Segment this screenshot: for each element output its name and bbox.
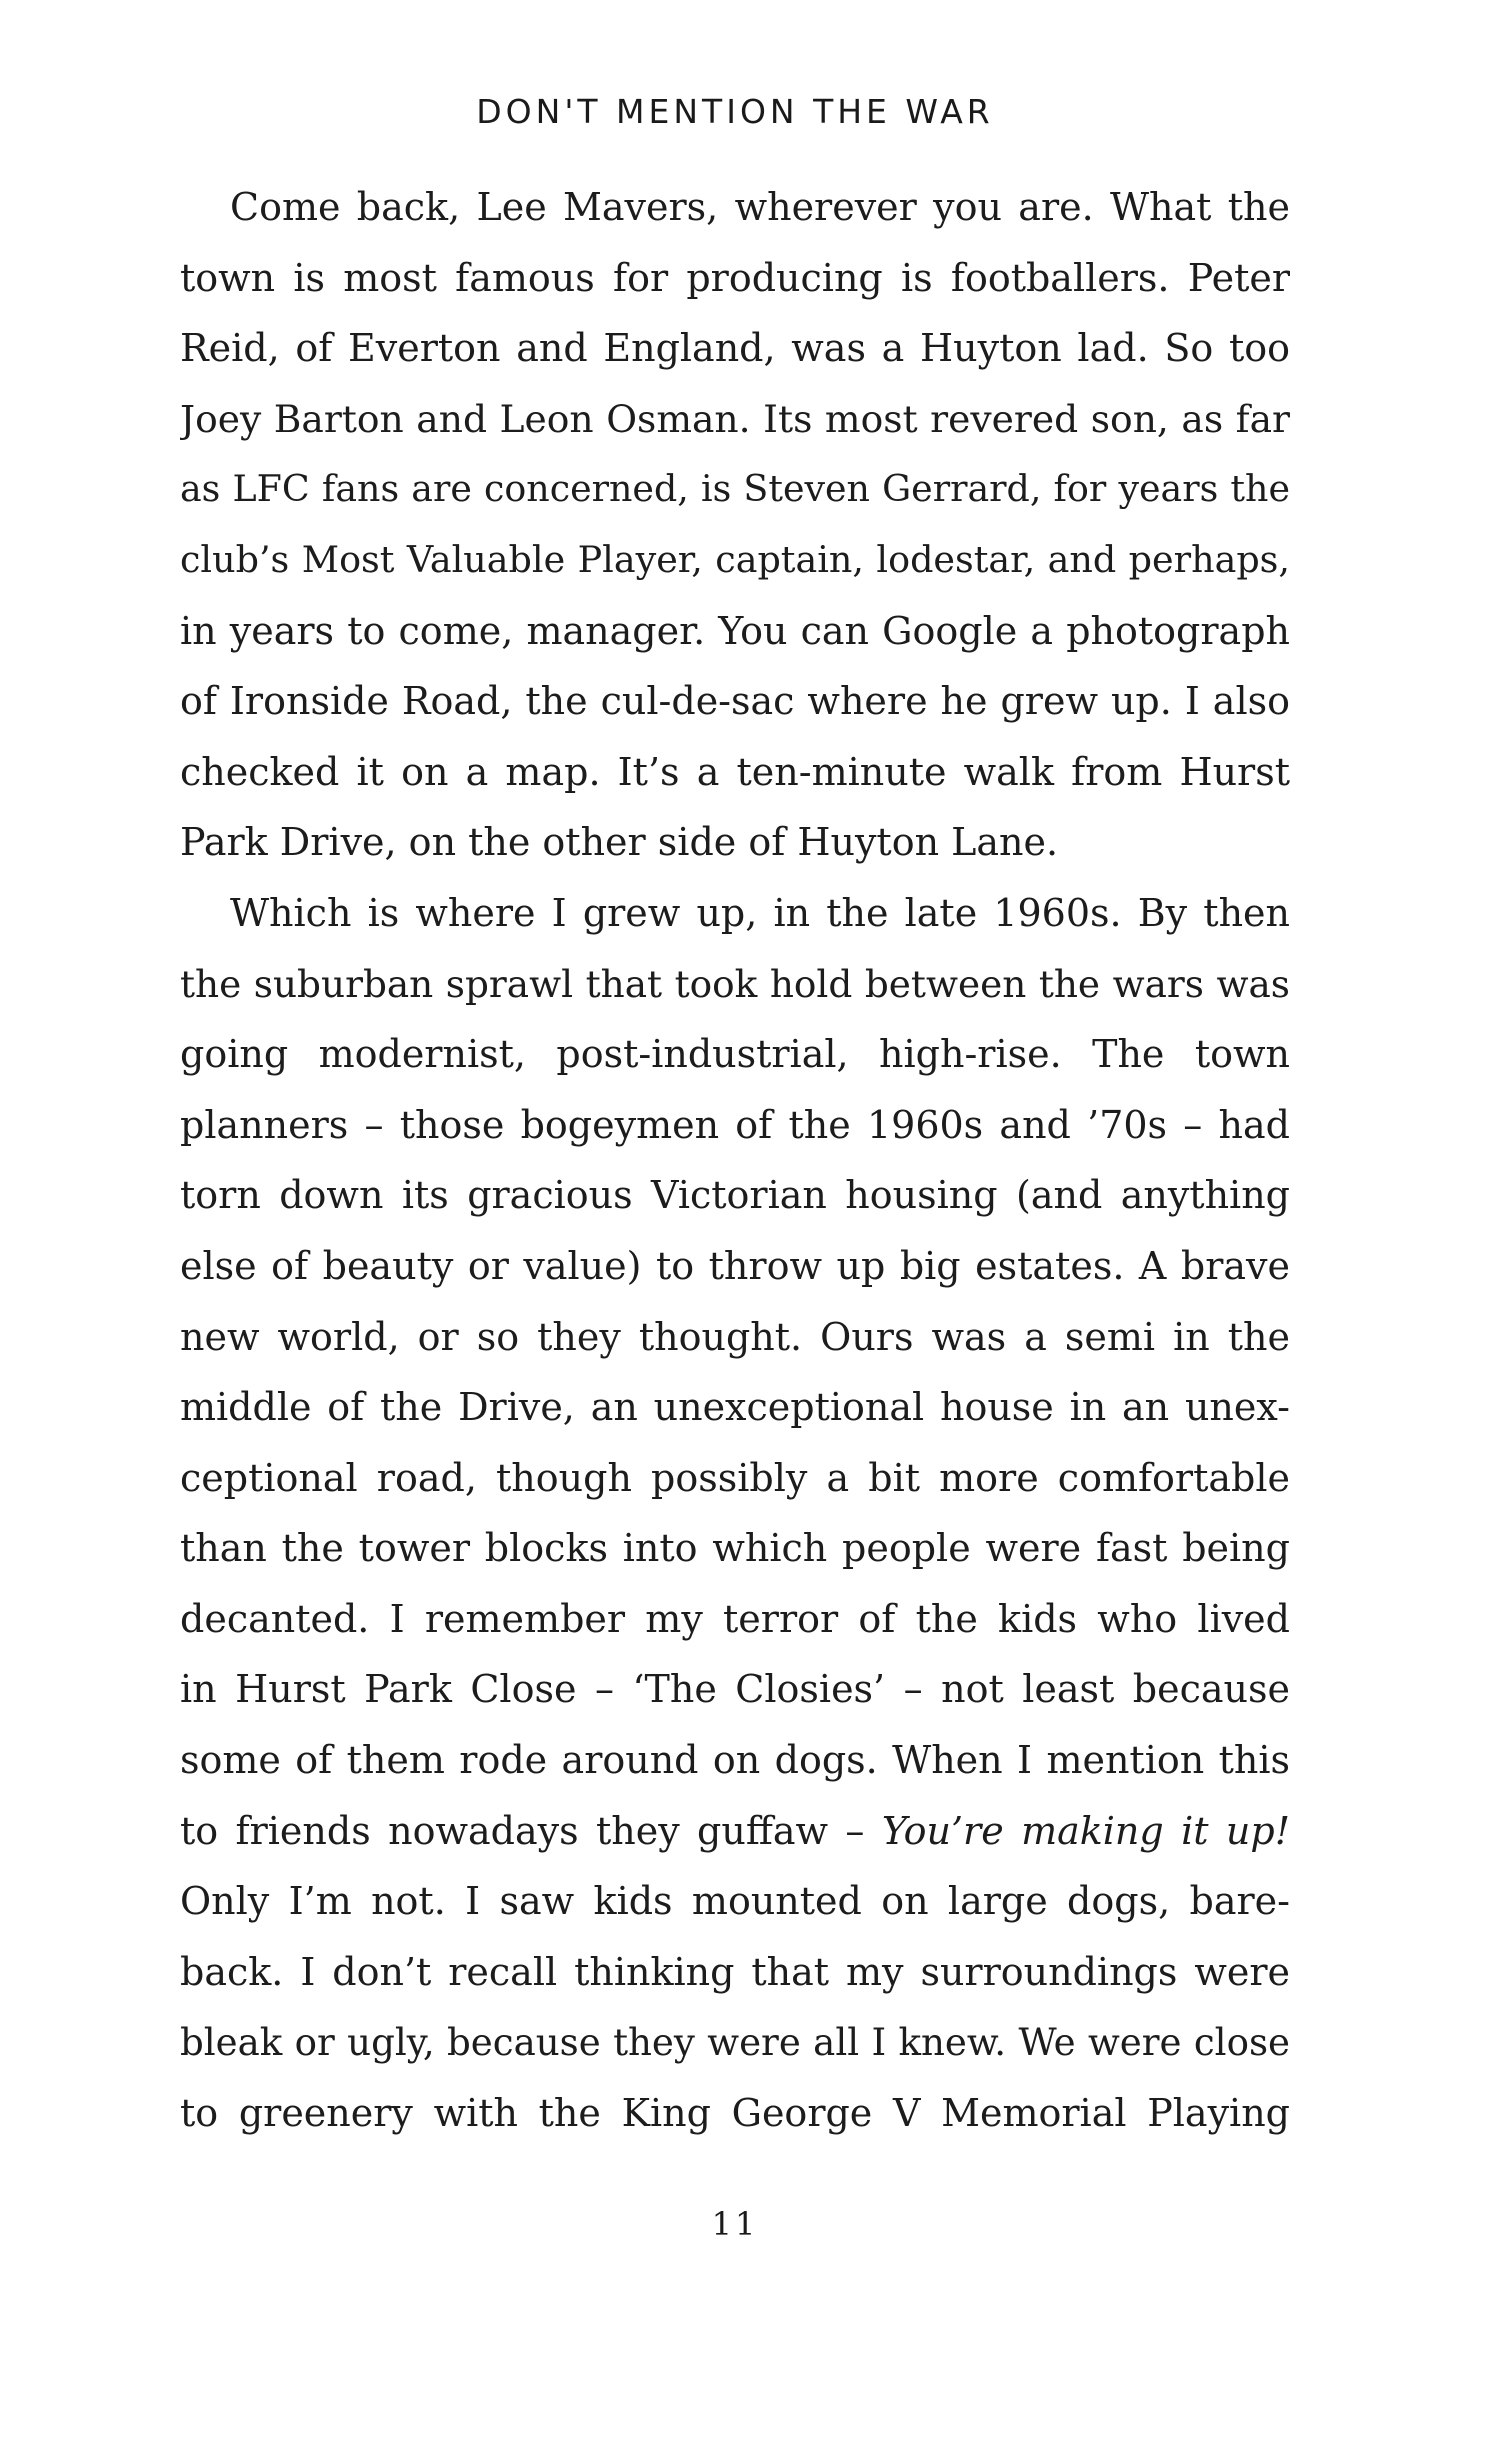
- text-line: Reid, of Everton and England, was a Huyton lad. So too: [180, 326, 1290, 371]
- text-line: some of them rode around on dogs. When I mention this: [180, 1738, 1290, 1783]
- text-line: else of beauty or value) to throw up big estates. A brave: [180, 1243, 1290, 1288]
- text-line: planners – those bogeymen of the 1960s and ’70s – had: [180, 1102, 1290, 1147]
- text-line: ceptional road, though possibly a bit more comfortable: [180, 1455, 1290, 1500]
- text-line: torn down its gracious Victorian housing (and anything: [180, 1173, 1290, 1218]
- paragraph-1: [180, 172, 1290, 878]
- text-line: checked it on a map. It’s a ten-minute walk from Hurst: [180, 749, 1290, 794]
- text-line: in years to come, manager. You can Google a photograph: [180, 608, 1290, 653]
- text-line: Come back, Lee Mavers, wherever you are. What the: [230, 185, 1290, 229]
- text-line: as LFC fans are concerned, is Steven Gerrard, for years the: [180, 467, 1290, 511]
- text-line: the suburban sprawl that took hold between the wars was: [180, 961, 1290, 1006]
- text-line: new world, or so they thought. Ours was a semi in the: [180, 1314, 1290, 1359]
- paragraph-2: [180, 878, 1290, 2149]
- text-line: decanted. I remember my terror of the kids who lived: [180, 1596, 1290, 1641]
- running-head: DON'T MENTION THE WAR: [476, 92, 994, 131]
- text-line: Joey Barton and Leon Osman. Its most revered son, as far: [180, 396, 1290, 441]
- text-line: middle of the Drive, an unexceptional house in an unex-: [180, 1385, 1290, 1430]
- text-line: back. I don’t recall thinking that my surroundings were: [180, 1949, 1290, 1994]
- text-line: Only I’m not. I saw kids mounted on large dogs, bare-: [180, 1879, 1290, 1924]
- italic-phrase: You’re making it up!: [881, 1808, 1290, 1853]
- text-line-with-italic: [180, 1796, 1290, 1867]
- text-line: bleak or ugly, because they were all I knew. We were close: [180, 2020, 1290, 2065]
- text-line: in Hurst Park Close – ‘The Closies’ – not least because: [180, 1667, 1290, 1712]
- body-text: [180, 172, 1290, 2149]
- text-line: of Ironside Road, the cul-de-sac where he grew up. I also: [180, 679, 1290, 724]
- text-line: Park Drive, on the other side of Huyton Lane.: [180, 820, 1059, 865]
- text-line: club’s Most Valuable Player, captain, lodestar, and perhaps,: [180, 537, 1290, 581]
- text-line: to greenery with the King George V Memorial Playing: [180, 2091, 1290, 2136]
- text-line: than the tower blocks into which people were fast being: [180, 1526, 1290, 1571]
- text-line: going modernist, post-industrial, high-rise. The town: [180, 1032, 1290, 1077]
- text-segment: to friends nowadays they guffaw –: [180, 1808, 882, 1853]
- text-line: Which is where I grew up, in the late 1960s. By then: [230, 890, 1290, 935]
- text-line: town is most famous for producing is footballers. Peter: [180, 255, 1290, 300]
- page-number: 11: [711, 2205, 759, 2243]
